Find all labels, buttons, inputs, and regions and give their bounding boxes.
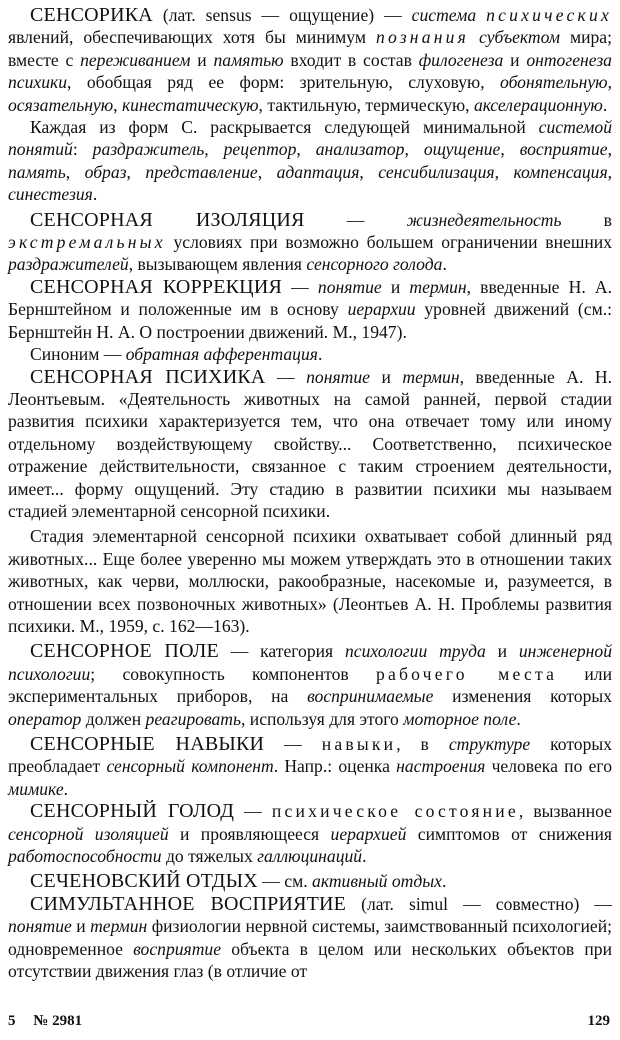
entry-text: и (381, 276, 410, 297)
entry-text: , (65, 161, 85, 182)
entry-headword: СЕЧЕНОВСКИЙ ОТДЫХ (30, 870, 258, 893)
entry-text: компенсация (513, 161, 608, 182)
entry-text: структуре (448, 734, 531, 754)
entry-headword: СЕНСОРНАЯ ИЗОЛЯЦИЯ (30, 208, 305, 231)
entry-text: обонятельную (500, 72, 608, 93)
entry-text: , используя для этого (241, 708, 404, 729)
entry-text: , введенные Н. А. Бернштейном и положенные им в основу (8, 276, 612, 320)
entry-headword: СЕНСОРНЫЕ НАВЫКИ (30, 733, 265, 755)
entry-sechenovskij-otdykh (8, 870, 612, 892)
entry-text: сенсорный компонент (106, 756, 274, 777)
entry-simultannoe-vospriyatie (8, 893, 612, 983)
entry-text: , (494, 161, 514, 182)
entry-text: психологии труда (344, 641, 486, 662)
entry-text: — (282, 276, 318, 297)
entry-text: , (404, 139, 424, 160)
entry-text: : (72, 139, 93, 160)
entry-text: мира; вместе с (8, 27, 612, 70)
entry-text: , обобщая ряд ее форм: зрительную, слуховую, (67, 72, 500, 93)
entry-text: анализатор (315, 139, 405, 160)
entry-text: . (92, 184, 98, 205)
entry-text: , вызывающем явления (128, 254, 307, 275)
entry-text: и (503, 49, 527, 70)
entry-text: объекта в целом или нескольких объектов при отсутствии движения глаз (в отличие от (8, 938, 613, 982)
entry-text: термин (409, 276, 467, 297)
entry-text: понятие (317, 276, 382, 297)
entry-text: работоспособности (8, 846, 162, 867)
entry-text: переживанием (80, 49, 191, 70)
entry-text: системой понятий (8, 117, 612, 160)
signature-mark: 5 (8, 1013, 16, 1029)
order-number: № 2981 (33, 1013, 83, 1029)
entry-text: в (561, 209, 612, 230)
entry-text: обратная афферентация (125, 344, 318, 365)
entry-text: . Напр.: оценка (273, 756, 397, 777)
entry-sensornaya-korrekciya (8, 276, 612, 343)
entry-text: — (234, 801, 272, 822)
entry-text: до тяжелых (161, 846, 258, 867)
entry-text: и (369, 366, 403, 387)
entry-text: филогенеза (418, 49, 504, 70)
footer-left (8, 1010, 96, 1032)
entry-text: , (359, 161, 379, 182)
entry-text: уровней движений (см.: Бернштейн Н. А. О построении движений. М., 1947). (8, 299, 612, 342)
entry-text: адаптация (276, 161, 360, 182)
entry-sensornaya-psikhika (8, 366, 612, 523)
entry-headword: СЕНСОРИКА (30, 4, 153, 26)
entry-text: кинестатическую (121, 94, 259, 115)
entry-text: иерархией (330, 823, 407, 844)
entry-text: навыки (321, 734, 397, 754)
entry-text: условиях при возможно большем ограничении внешних (165, 232, 612, 253)
entry-text (469, 27, 479, 47)
entry-text: жизнедеятельность (406, 209, 562, 230)
entry-text: . (317, 344, 323, 365)
entry-text: рецептор (223, 139, 297, 160)
entry-sensorika (8, 4, 612, 116)
entry-text: реагировать (145, 708, 241, 729)
entry-text: экстремальных (8, 232, 166, 253)
entry-text: , (607, 139, 613, 160)
entry-text: познания (375, 27, 470, 48)
entry-text: . (362, 846, 367, 867)
entry-text: — см. (257, 871, 313, 892)
page-footer (8, 1010, 610, 1032)
entry-sensornye-navyki (8, 733, 612, 800)
entry-text: , (204, 139, 224, 160)
entry-text: сенсорного голода (306, 254, 443, 275)
entry-text: и проявляющееся (168, 823, 331, 844)
entry-text: синестезия (8, 184, 93, 205)
entry-text: , (113, 94, 122, 115)
entry-text: ощущение (423, 139, 501, 160)
entry-text: — (265, 366, 307, 387)
entry-text: , тактильную, термическую, (258, 94, 474, 115)
entry-text: психическое состояние (271, 801, 519, 822)
entry-text: сенсибилизация (378, 161, 495, 182)
entry-text: . (63, 778, 69, 799)
entry-text: термин (402, 366, 460, 387)
entry-headword: СЕНСОРНЫЙ ГОЛОД (30, 800, 235, 823)
entry-text: термин (90, 916, 148, 937)
entry-text: система (411, 5, 487, 25)
entry-text: физиологии нервной системы, заимствованный психологией; одновременное (8, 916, 612, 959)
entry-text: — (304, 209, 407, 230)
entry-text: инженерной психологии (8, 641, 612, 684)
entry-text: раздражитель (92, 139, 205, 160)
entry-text: мимике (8, 778, 64, 799)
entry-sensornoe-pole (8, 640, 612, 730)
entry-text: рабочего места (375, 663, 558, 684)
entry-text: акселерационную (473, 94, 603, 115)
entry-headword: СИМУЛЬТАННОЕ ВОСПРИЯТИЕ (30, 892, 347, 915)
entry-psikhika-quote (8, 525, 612, 637)
entry-text: . (516, 708, 521, 729)
entry-text: онтогенеза психики (8, 49, 612, 93)
entry-text: , (126, 161, 146, 182)
entry-text: , введенные А. Н. Леонтьевым. «Деятельность животных на самой ранней, первой стадии развития психики характеризуется тем, что она отвечает тому или иному отдельному воздействующему свойству... Соответственно, психическое отражение действительности, связанное с таким строением деятельности, имеет... форму ощущений. Эту стадию в развитии психики мы называем стадией элементарной сенсорной психики. (8, 366, 612, 521)
entry-text: и (485, 641, 519, 662)
entry-text: галлюцинаций (257, 846, 363, 867)
entry-text: человека по его (485, 756, 612, 777)
entry-sensornaya-izolyaciya (8, 209, 612, 276)
entry-text: настроения (396, 756, 486, 777)
entry-text: , (500, 139, 520, 160)
entry-text: память (8, 161, 66, 182)
entry-synonym (8, 343, 612, 365)
entry-text: , в (396, 734, 449, 754)
entry-text: — категория (218, 641, 345, 662)
entry-text: и (71, 916, 91, 937)
entry-text: симптомов от снижения (406, 823, 612, 844)
entry-text: и (190, 49, 214, 70)
entry-text: . (442, 254, 447, 275)
entry-text: которых преобладает (8, 734, 612, 777)
entry-text: , (607, 72, 612, 93)
entry-text: входит в состав (283, 49, 419, 70)
entry-text: осязательную (8, 94, 114, 115)
entry-text: памятью (213, 49, 284, 70)
entry-sensorika-concepts (8, 116, 612, 206)
entry-text: или экспериментальных приборов, на (8, 663, 612, 707)
entry-text: понятие (306, 366, 370, 387)
entry-text: изменения которых (433, 686, 612, 707)
entry-text: активный отдых (312, 871, 442, 892)
entry-headword: СЕНСОРНАЯ КОРРЕКЦИЯ (30, 275, 282, 298)
entry-text: явлений, обеспечивающих хотя бы минимум (8, 27, 376, 48)
entry-headword: СЕНСОРНОЕ ПОЛЕ (30, 640, 219, 663)
entry-text: Стадия элементарной сенсорной психики охватывает собой длинный ряд животных... Еще более уверенно мы можем утверждать это в отношении таких животных, как черви, моллюски, ракообразные, насекомые и, разумеется, в отношении всех позвоночных животных» (Леонтьев А. Н. Проблемы развития психики. М., 1959, с. 162—163). (8, 526, 612, 636)
entry-text: должен (81, 708, 146, 729)
entry-text: . (441, 871, 447, 892)
entry-text: — (264, 734, 322, 754)
entry-text: Синоним — (30, 344, 126, 365)
entry-text: восприятие (133, 938, 222, 959)
entry-text: восприятие (519, 139, 608, 160)
entry-text: моторное поле (403, 708, 517, 729)
entry-text: , (607, 161, 613, 182)
entry-text: оператор (8, 708, 82, 729)
entry-text: раздражителей (8, 254, 129, 275)
entry-text: , (296, 139, 316, 160)
entries (8, 4, 612, 982)
entry-text: . (602, 94, 608, 115)
entry-text: образ (84, 161, 127, 182)
entry-text: (лат. simul — совместно) — (346, 893, 613, 914)
entry-text: понятие (8, 916, 72, 937)
entry-text: сенсорной изоляцией (8, 823, 169, 844)
entry-text: (лат. sensus — ощущение) — (152, 5, 412, 25)
entry-text: представление (145, 161, 258, 182)
entry-text: субъектом (479, 27, 560, 48)
page-number: 129 (587, 1013, 610, 1029)
entry-text: психических (486, 5, 612, 25)
entry-sensornyj-golod (8, 800, 612, 867)
entry-text: Каждая из форм С. раскрывается следующей минимальной (30, 117, 539, 138)
entry-headword: СЕНСОРНАЯ ПСИХИКА (30, 365, 266, 388)
entry-text: ; совокупность компонентов (90, 663, 376, 684)
entry-text: воспринимаемые (307, 686, 434, 707)
entry-text: , вызванное (518, 801, 612, 822)
entry-text: иерархии (347, 299, 416, 320)
entry-text: , (257, 161, 277, 182)
